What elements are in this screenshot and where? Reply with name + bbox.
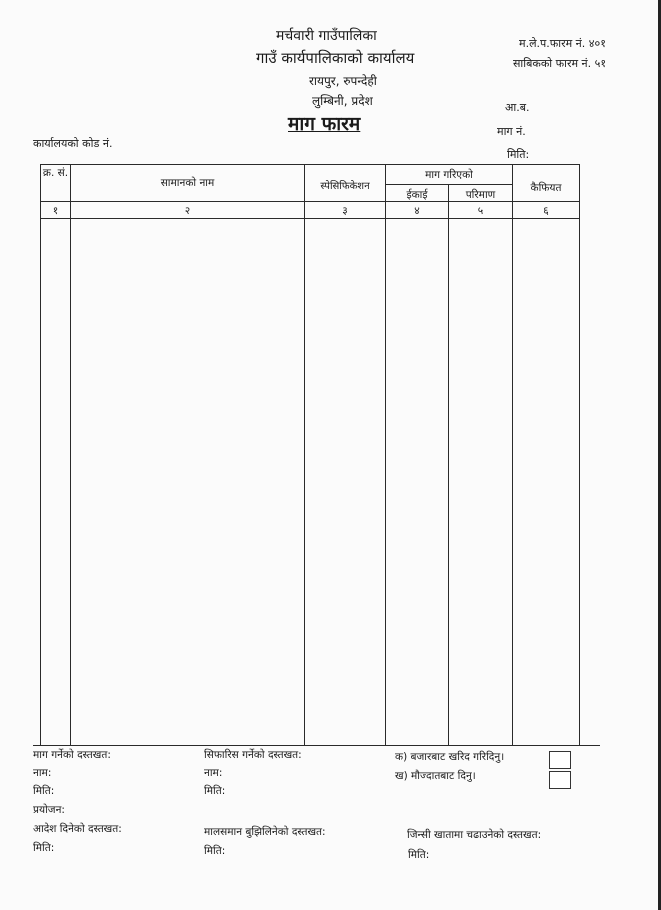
column-header-requested: माग गरिएको xyxy=(425,169,473,181)
ledger-date-label: मिति: xyxy=(408,849,430,861)
column-number: २ xyxy=(184,205,191,217)
purpose-label: प्रयोजन: xyxy=(33,804,65,816)
fiscal-year-label: आ.ब. xyxy=(505,101,530,114)
requester-name-label: नाम: xyxy=(33,767,52,779)
column-header-item-name: सामानको नाम xyxy=(160,177,215,189)
municipality-name: मर्चवारी गाउँपालिका xyxy=(276,28,377,44)
column-header-serial: क्र. सं. xyxy=(42,167,69,179)
header-date-label: मिति: xyxy=(507,148,530,161)
form-number: म.ले.प.फारम नं. ४०१ xyxy=(519,37,606,50)
form-title: माग फारम xyxy=(288,113,361,135)
address-line-2: लुम्बिनी, प्रदेश xyxy=(312,94,373,108)
market-purchase-checkbox[interactable] xyxy=(549,751,571,769)
requester-signature-label: माग गर्नेको दस्तखत: xyxy=(33,749,111,761)
column-header-specification: स्पेसिफिकेशन xyxy=(320,181,370,192)
stock-checkbox[interactable] xyxy=(549,771,571,789)
orderer-date-label: मिति: xyxy=(33,842,55,854)
ledger-signature-label: जिन्सी खातामा चढाउनेको दस्तखत: xyxy=(407,829,542,841)
requester-date-label: मिति: xyxy=(33,785,55,797)
column-number: १ xyxy=(52,205,59,217)
old-form-number: साबिकको फारम नं. ५१ xyxy=(513,57,607,70)
office-name: गाउँ कार्यपालिकाको कार्यालय xyxy=(256,49,415,67)
recommender-signature-label: सिफारिस गर्नेको दस्तखत: xyxy=(204,749,302,761)
address-line-1: रायपुर, रुपन्देही xyxy=(309,74,377,88)
receiver-date-label: मिति: xyxy=(204,845,226,857)
column-number: ६ xyxy=(543,205,549,217)
office-code-label: कार्यालयको कोड नं. xyxy=(33,137,113,150)
column-header-remarks: कैफियत xyxy=(530,182,562,194)
column-header-unit: ईकाई xyxy=(406,189,428,201)
column-header-quantity: परिमाण xyxy=(465,189,496,201)
demand-number-label: माग नं. xyxy=(497,125,526,138)
option-from-stock: ख) मौज्दातबाट दिनु। xyxy=(395,770,476,782)
orderer-signature-label: आदेश दिनेको दस्तखत: xyxy=(33,823,122,835)
receiver-signature-label: मालसमान बुझिलिनेको दस्तखत: xyxy=(204,826,326,838)
recommender-date-label: मिति: xyxy=(204,785,226,797)
column-number: ५ xyxy=(477,205,484,217)
column-number: ४ xyxy=(414,205,420,217)
option-market-purchase: क) बजारबाट खरिद गरिदिनु। xyxy=(395,751,505,763)
column-number: ३ xyxy=(342,205,348,217)
recommender-name-label: नाम: xyxy=(204,767,223,779)
